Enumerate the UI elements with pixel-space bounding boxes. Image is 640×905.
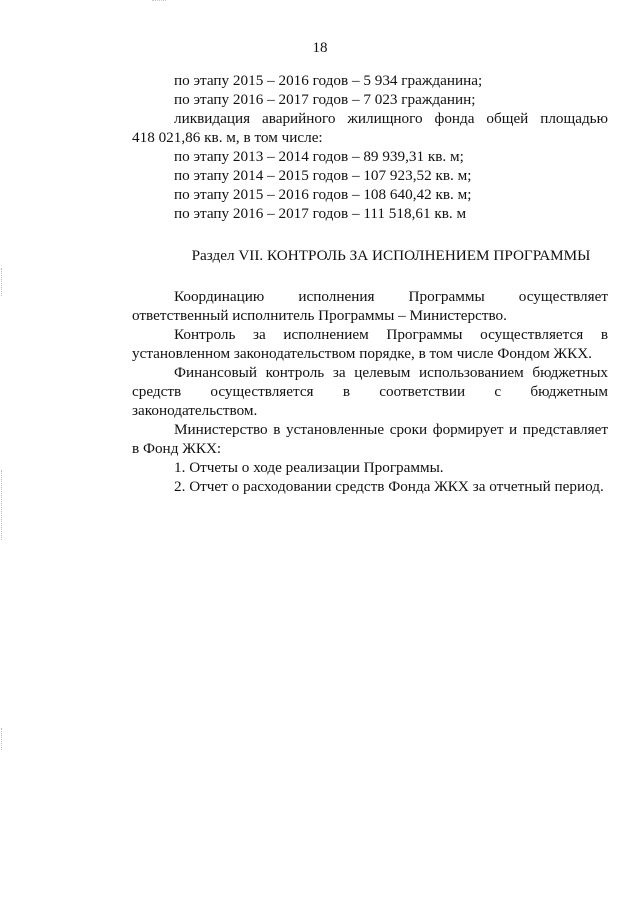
scan-mark (1, 728, 5, 750)
document-body (132, 71, 608, 496)
liquidation-continuation: 418 021,86 кв. м, в том числе: (132, 129, 323, 146)
word: ликвидация (174, 110, 251, 127)
list-item: 1. Отчеты о ходе реализации Программы. (174, 459, 444, 476)
list-item: по этапу 2015 – 2016 годов – 108 640,42 кв. м; (174, 186, 472, 203)
list-item: 2. Отчет о расходовании средств Фонда ЖКХ за отчетный период. (174, 478, 604, 495)
list-item: по этапу 2013 – 2014 годов – 89 939,31 кв. м; (174, 148, 464, 165)
scan-mark (152, 0, 166, 6)
scan-mark (1, 268, 5, 296)
paragraph: Финансовый контроль за целевым использованием бюджетных средств осуществляется в соответствии с бюджетным законодательством. (132, 364, 608, 419)
word: площадью (540, 110, 608, 127)
scan-mark (1, 470, 5, 540)
section-heading: Раздел VII. КОНТРОЛЬ ЗА ИСПОЛНЕНИЕМ ПРОГРАММЫ (191, 247, 591, 264)
word: жилищного (347, 110, 423, 127)
word: фонда (434, 110, 475, 127)
word: общей (486, 110, 529, 127)
list-item: по этапу 2015 – 2016 годов – 5 934 гражданина; (174, 72, 483, 89)
list-item: по этапу 2016 – 2017 годов – 111 518,61 кв. м (174, 205, 467, 222)
word: аварийного (262, 110, 336, 127)
page-number: 18 (312, 40, 328, 56)
paragraph: Контроль за исполнением Программы осуществляется в установленном законодательством порядке, в том числе Фондом ЖКХ. (132, 326, 608, 362)
paragraph: Координацию исполнения Программы осуществляет ответственный исполнитель Программы – Министерство. (132, 288, 608, 324)
liquidation-line (132, 109, 608, 128)
paragraph: Министерство в установленные сроки формирует и представляет в Фонд ЖКХ: (132, 421, 608, 457)
list-item: по этапу 2016 – 2017 годов – 7 023 гражданин; (174, 91, 476, 108)
list-item: по этапу 2014 – 2015 годов – 107 923,52 кв. м; (174, 167, 472, 184)
